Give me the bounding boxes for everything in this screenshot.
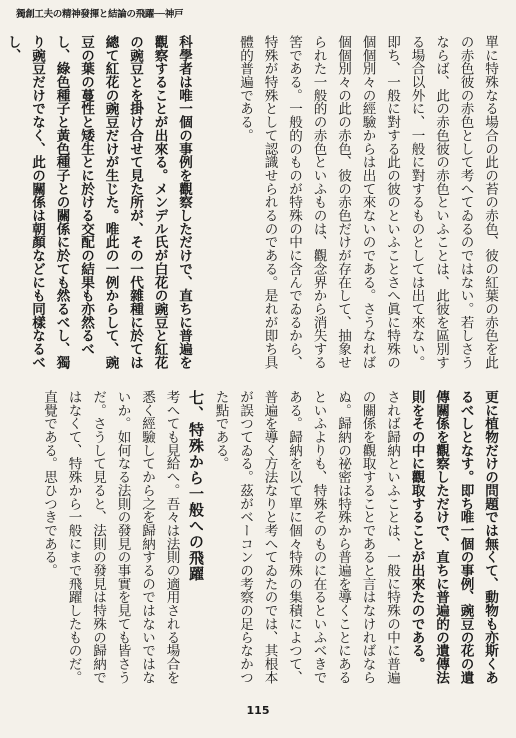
- paragraph: 即ち、一般に對する此の彼のといふことさへ眞に特殊の個個別々の經驗からは出て來ないのである。さうなれば個個別々の此の赤色、彼の赤色だけが存在して、抽象せられた一般的の赤色といふものは、觀念界から消失する筈である。一般的のものが特殊の中に含んでゐるから、特殊が特殊として認識せられるのである。是れが即ち具體的普遍である。: [237, 35, 400, 369]
- upper-text-block: [198, 35, 502, 371]
- running-head: 獨創工夫の精神發揮と結論の飛躍──神戸: [16, 9, 184, 20]
- lower-text-block: [16, 390, 502, 688]
- paragraph: されば歸納といふことは、一般に特殊の中に普遍の關係を觀取することであると言はなければならぬ。歸納の祕密は特殊から普遍を導くことにあるといふよりも、特殊そのものに在るといふべきである。歸納を以て單に個々特殊の集積によつて、普遍を導く方法なりと考へてゐたのでは、其根本が誤つてゐる。茲がベーコンの考察の足らなかつた點である。: [212, 390, 400, 684]
- paragraph: 單に特殊なる場合の此の苔の赤色、彼の紅葉の赤色を此の赤色彼の赤色として考へてゐるのではない。若しさうならば、此の赤色彼の赤色といふことは、此彼を區別する場合以外に、一般に對するものとしては出て來ない。: [408, 35, 498, 369]
- paragraph: 更に植物だけの問題では無くて、動物も亦斯くあるべしとなす。即ち唯一個の事例、豌豆の花の遺傳關係を觀察しただけで、直ちに普遍的の遺傳法則をその中に觀取することが出來たのである。: [408, 390, 498, 684]
- upper-text-block-continued: [4, 35, 196, 371]
- section-heading: 七、特殊から一般への飛躍: [187, 390, 205, 582]
- paragraph: 科學者は唯一個の事例を觀察しただけで、直ちに普遍を觀察することが出來る。メンデル氏が白花の豌豆と紅花の豌豆とを掛け合せて見た所が、その一代雜種に於ては總て紅花の豌豆だけが生じた。唯此の一例からして、豌豆の葉の蔓性と矮生とに於ける交配の結果も亦然るべし、綠色種子と黃色種子との關係に於ても然るべし、獨り豌豆だけでなく、此の關係は朝顏などにも同樣なるべし、: [4, 35, 192, 369]
- page-number: 115: [246, 704, 270, 717]
- paragraph: 考へても見給へ。吾々は法則の適用される場合を悉く經驗してから之を歸納するのではないではないか。如何なる法則の發見の事實を見ても皆さうだ。さうして見ると、法則の發見は特殊の歸納ではなくて、特殊から一般にまで飛躍したものだ。直覺である。思ひつきである。: [41, 390, 180, 684]
